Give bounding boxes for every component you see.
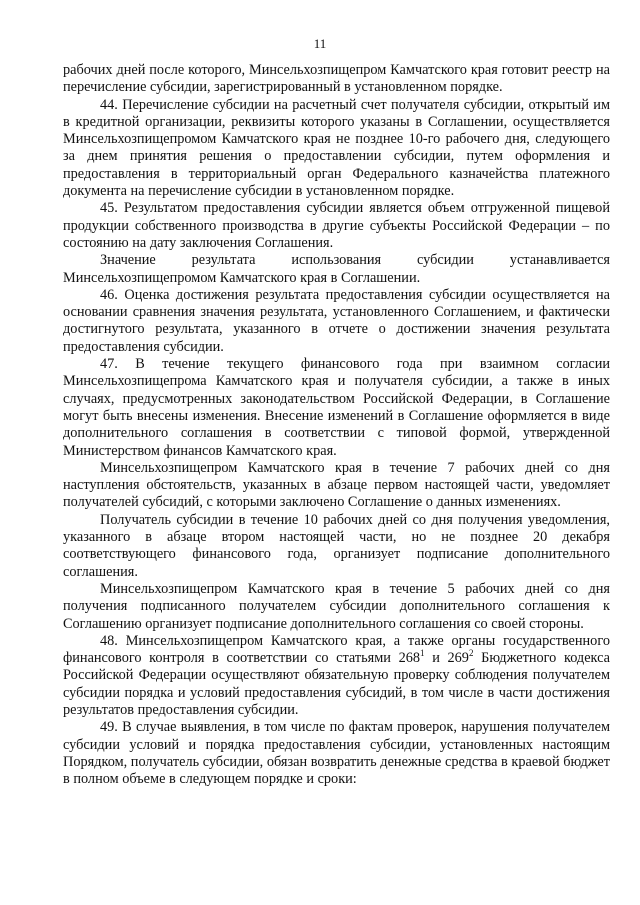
paragraph-continuation: рабочих дней после которого, Минсельхозпищепром Камчатского края готовит реестр на перечисление субсидии, зарегистрированный в установленном порядке. (63, 62, 610, 96)
paragraph-49: 49. В случае выявления, в том числе по фактам проверок, нарушения получателем субсидии условий и порядка предоставления субсидии, установленных настоящим Порядком, получатель субсидии, обязан возвратить денежные средства в краевой бюджет в полном объеме в следующем порядке и сроки: (63, 719, 610, 788)
paragraph-46: 46. Оценка достижения результата предоставления субсидии осуществляется на основании сравнения значения результата, установленного Соглашением, и фактически достигнутого результата, указанного в отчете о достижении значения результата предоставления субсидии. (63, 286, 610, 355)
paragraph-45-result-value: Значение результата использования субсидии устанавливается Минсельхозпищепромом Камчатского края в Соглашении. (63, 252, 610, 286)
paragraph-47-signing: Получатель субсидии в течение 10 рабочих дней со дня получения уведомления, указанного в абзаце втором настоящей части, но не позднее 20 декабря соответствующего финансового года, организует подписание дополнительного соглашения. (63, 511, 610, 580)
paragraph-47-counter-signing: Минсельхозпищепром Камчатского края в течение 5 рабочих дней со дня получения подписанного получателем субсидии дополнительного соглашения к Соглашению организует подписание дополнительного соглашения со своей стороны. (63, 580, 610, 632)
footnote-superscript: 1 (420, 648, 425, 659)
paragraph-48 (63, 633, 610, 719)
paragraph-48-text-start: 48. Минсельхозпищепром Камчатского края, а также органы государственного финансового контроля в соответствии со статьями 268 (63, 632, 610, 667)
footnote-superscript: 2 (468, 648, 474, 659)
paragraph-47-notice: Минсельхозпищепром Камчатского края в течение 7 рабочих дней со дня наступления обстоятельств, указанных в абзаце первом настоящей части, уведомляет получателей субсидий, с которыми заключено Соглашение о данных изменениях. (63, 459, 610, 511)
paragraph-44: 44. Перечисление субсидии на расчетный счет получателя субсидии, открытый им в кредитной организации, реквизиты которого указаны в Соглашении, осуществляется Минсельхозпищепромом Камчатского края не позднее 10-го рабочего дня, следующего за днем принятия решения о предоставлении субсидии, путем оформления и предоставления в территориальный орган Федерального казначейства платежного документа на перечисление субсидии в установленном порядке. (63, 96, 610, 200)
page-number: 11 (313, 36, 327, 51)
paragraph-47: 47. В течение текущего финансового года при взаимном согласии Минсельхозпищепрома Камчатского края и получателя субсидии, а также в иных случаях, предусмотренных законодательством Российской Федерации, в Соглашение могут быть внесены изменения. Внесение изменений в Соглашение оформляется в виде дополнительного соглашения в соответствии с типовой формой, утвержденной Министерством финансов Камчатского края. (63, 356, 610, 459)
paragraph-48-text-mid: и 269 (424, 650, 469, 667)
paragraph-48-text-end: Бюджетного кодекса Российской Федерации осуществляют обязательную проверку соблюдения получателем субсидии порядка и условий предоставления субсидий, в том числе в части достижения результатов предоставления субсидии. (63, 650, 611, 718)
document-body (63, 62, 610, 788)
paragraph-45: 45. Результатом предоставления субсидии является объем отгруженной пищевой продукции собственного производства в другие субъекты Российской Федерации – по состоянию на дату заключения Соглашения. (63, 200, 610, 251)
